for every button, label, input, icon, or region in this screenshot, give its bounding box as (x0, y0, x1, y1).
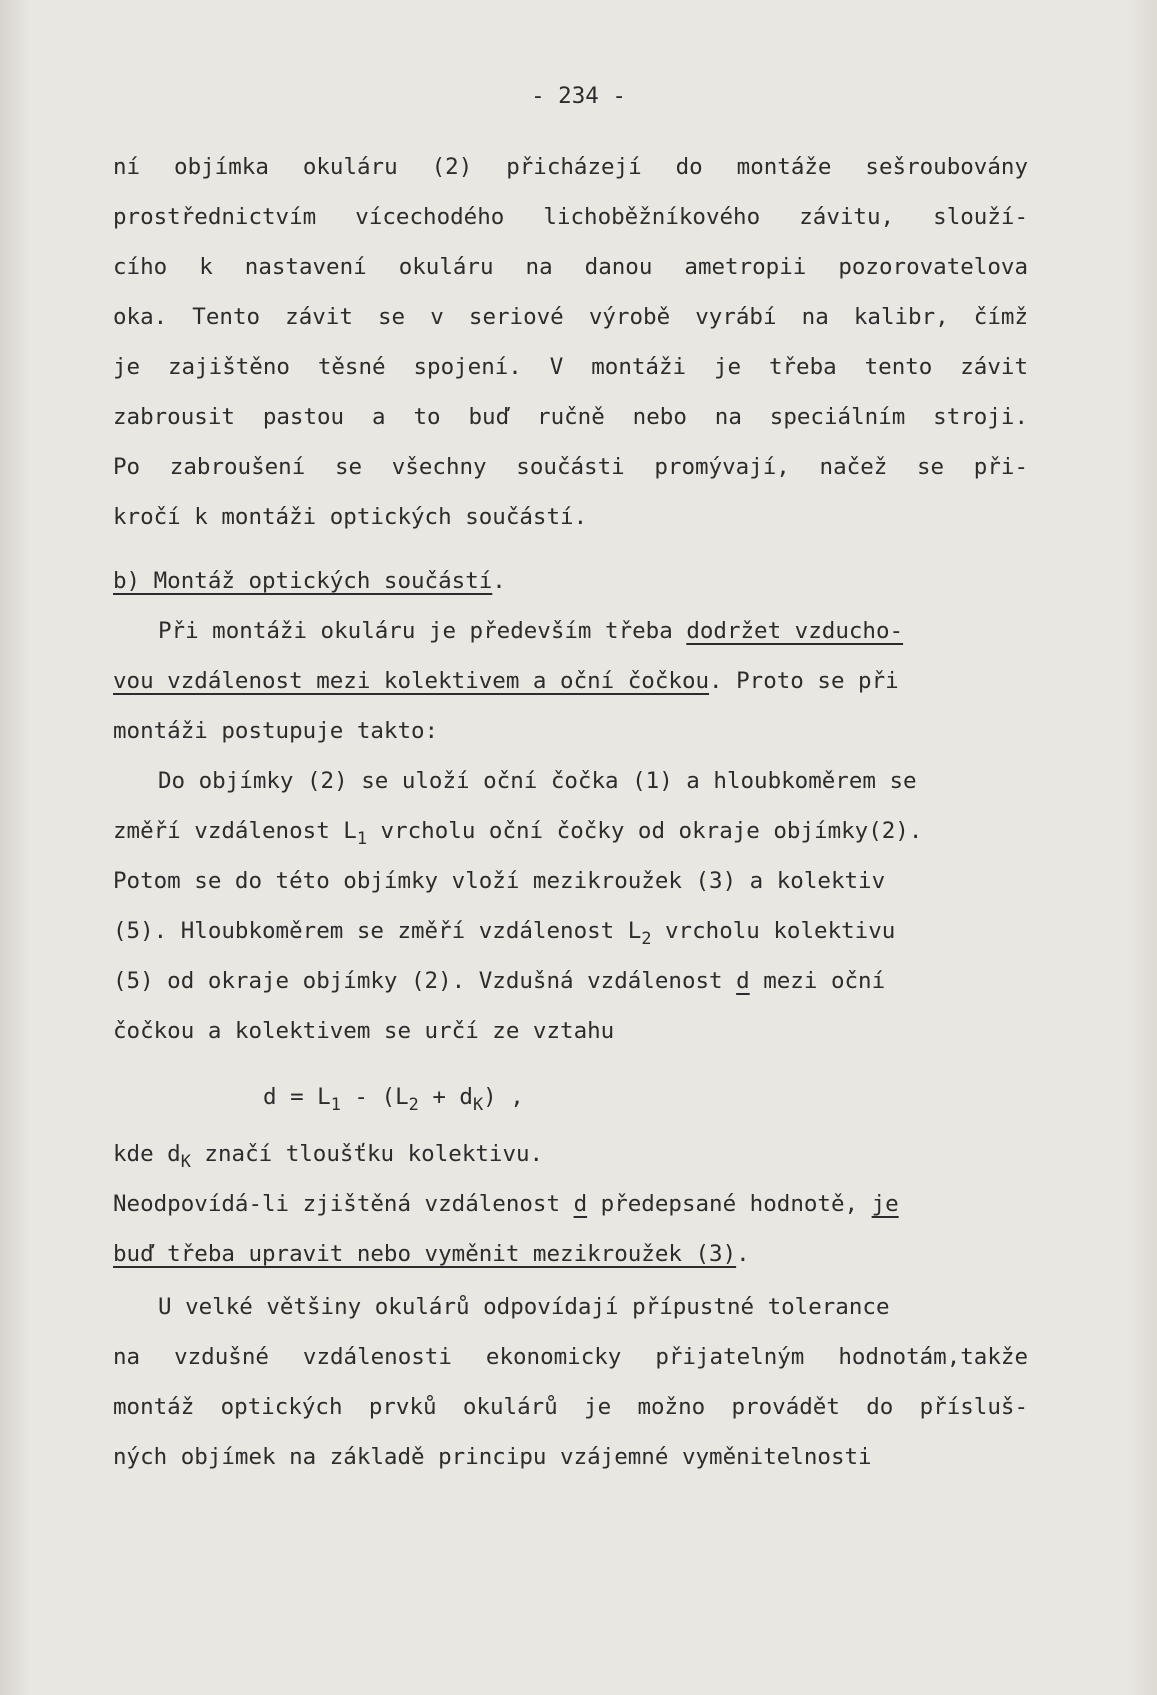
formula (263, 1083, 524, 1115)
text-line (113, 917, 896, 949)
text-span: předepsané hodnotě, (587, 1191, 872, 1217)
text-span: kde d (113, 1141, 181, 1167)
text-line (113, 967, 885, 995)
text-line (113, 667, 899, 695)
text-span: . Proto se při (709, 668, 899, 694)
section-heading-period: . (492, 568, 506, 594)
text-line: je zajištěno těsné spojení. V montáži je třeba tento závit (113, 354, 1028, 380)
text-line: kročí k montáži optických součástí. (113, 504, 588, 530)
text-span: vrcholu kolektivu (651, 918, 896, 944)
text-line (113, 1240, 750, 1268)
formula-part: - (L (340, 1084, 409, 1110)
text-line: montáž optických prvků okulárů je možno provádět do přísluš- (113, 1394, 1028, 1420)
subscript: K (180, 1151, 191, 1172)
text-span: změří vzdálenost L (113, 818, 357, 844)
text-line: ných objímek na základě principu vzájemné vyměnitelnosti (113, 1444, 872, 1470)
text-span: vrcholu oční čočky od okraje objímky(2). (367, 818, 923, 844)
paper-edge-shadow-right (1127, 0, 1157, 1695)
page-number: - 234 - (531, 83, 626, 109)
text-span: Při montáži okuláru je především třeba (158, 618, 687, 644)
subscript: 1 (330, 1094, 341, 1115)
subscript: 2 (408, 1094, 419, 1115)
underlined-variable: d (573, 1191, 588, 1217)
formula-part: d = L (263, 1084, 331, 1110)
subscript: 1 (356, 828, 367, 849)
text-line: zabrousit pastou a to buď ručně nebo na speciálním stroji. (113, 404, 1028, 430)
text-line (113, 817, 923, 849)
paper-edge-shadow-left (0, 0, 30, 1695)
text-span: . (736, 1241, 750, 1267)
underlined-text: vou vzdálenost mezi kolektivem a oční čočkou (113, 668, 710, 694)
text-line: čočkou a kolektivem se určí ze vztahu (113, 1018, 615, 1044)
text-span: (5) od okraje objímky (2). Vzdušná vzdálenost (113, 968, 737, 994)
text-line (158, 617, 903, 645)
text-line: cího k nastavení okuláru na danou ametropii pozorovatelova (113, 254, 1028, 280)
text-line: oka. Tento závit se v seriové výrobě vyrábí na kalibr, čímž (113, 304, 1028, 330)
text-line (113, 1140, 544, 1172)
text-line: Po zabroušení se všechny součásti promývají, načež se při- (113, 454, 1028, 480)
underlined-text: je (871, 1191, 899, 1217)
text-line: na vzdušné vzdálenosti ekonomicky přijatelným hodnotám,takže (113, 1344, 1028, 1370)
text-line: Do objímky (2) se uloží oční čočka (1) a hloubkoměrem se (158, 768, 917, 794)
text-span: mezi oční (749, 968, 886, 994)
text-span: Neodpovídá-li zjištěná vzdálenost (113, 1191, 574, 1217)
section-heading-text: b) Montáž optických součástí (113, 568, 493, 594)
underlined-text: buď třeba upravit nebo vyměnit mezikroužek (3) (113, 1241, 737, 1267)
text-line: ní objímka okuláru (2) přicházejí do montáže sešroubovány (113, 154, 1028, 180)
text-span: značí tloušťku kolektivu. (190, 1141, 544, 1167)
section-heading (113, 567, 506, 595)
text-line: U velké většiny okulárů odpovídají přípustné tolerance (158, 1294, 890, 1320)
text-line: Potom se do této objímky vloží mezikroužek (3) a kolektiv (113, 868, 886, 894)
subscript: 2 (641, 928, 652, 949)
text-span: (5). Hloubkoměrem se změří vzdálenost L (113, 918, 642, 944)
text-line (113, 1190, 899, 1218)
subscript: K (472, 1094, 484, 1115)
text-line: prostřednictvím vícechodého lichoběžníkového závitu, slouží- (113, 204, 1028, 230)
underlined-variable: d (736, 968, 750, 994)
formula-part: ) , (483, 1084, 524, 1110)
formula-part: + d (418, 1084, 473, 1110)
underlined-text: dodržet vzducho- (686, 618, 904, 644)
text-line: montáži postupuje takto: (113, 718, 439, 744)
